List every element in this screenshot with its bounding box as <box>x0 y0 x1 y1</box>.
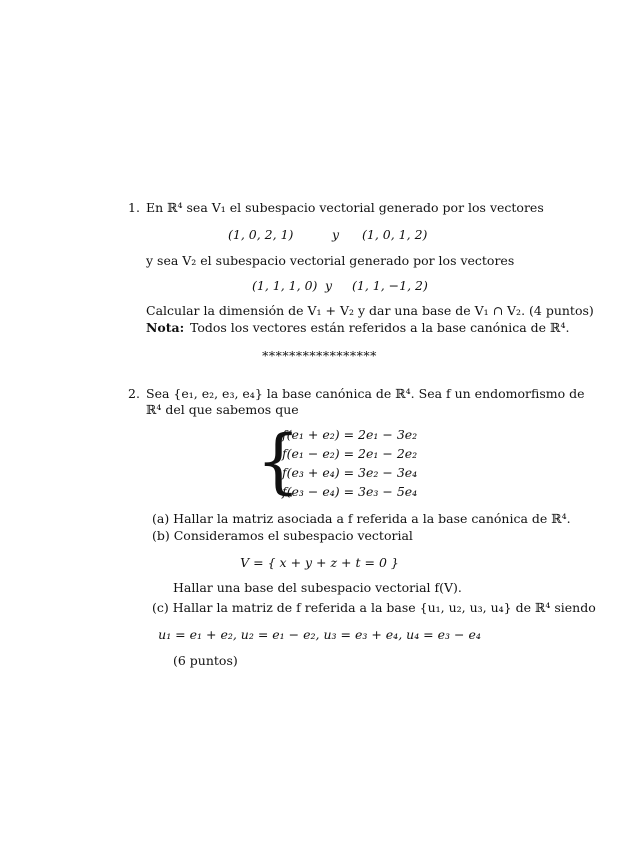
system-eq-3: f(e₃ + e₄) = 3e₂ − 3e₄ <box>282 465 418 480</box>
problem2-intro2: ℝ⁴ del que sabemos que <box>146 402 299 417</box>
problem1-vector-a: (1, 0, 2, 1) <box>228 227 294 242</box>
problem1-note-text: Todos los vectores están referidos a la base canónica de ℝ⁴. <box>190 320 570 335</box>
problem2-basis-def: u₁ = e₁ + e₂, u₂ = e₁ − e₂, u₃ = e₃ + e₄, u₄ = e₃ − e₄ <box>158 627 481 642</box>
section-separator: ***************** <box>262 348 377 363</box>
problem2-number: 2. <box>128 386 140 401</box>
problem1-vector-b: (1, 0, 1, 2) <box>362 227 428 242</box>
problem2-part-a: (a) Hallar la matriz asociada a f referida a la base canónica de ℝ⁴. <box>152 511 571 526</box>
problem1-vector-c: (1, 1, 1, 0) <box>252 278 318 293</box>
problem2-part-c: (c) Hallar la matriz de f referida a la base {u₁, u₂, u₃, u₄} de ℝ⁴ siendo <box>152 600 596 615</box>
problem2-points: (6 puntos) <box>173 653 238 668</box>
problem2-subspace: V = { x + y + z + t = 0 } <box>240 555 399 570</box>
problem1-intro: En ℝ⁴ sea V₁ el subespacio vectorial generado por los vectores <box>146 200 544 215</box>
system-eq-1: f(e₁ + e₂) = 2e₁ − 3e₂ <box>282 427 418 442</box>
problem1-vector-y: y <box>332 227 340 242</box>
problem1-task: Calcular la dimensión de V₁ + V₂ y dar una base de V₁ ∩ V₂. (4 puntos) <box>146 303 594 318</box>
problem1-number: 1. <box>128 200 140 215</box>
system-eq-2: f(e₁ − e₂) = 2e₁ − 2e₂ <box>282 446 418 461</box>
problem1-vector-y2: y <box>325 278 333 293</box>
system-brace: { <box>256 420 301 502</box>
problem2-part-b2: Hallar una base del subespacio vectorial f(V). <box>173 580 462 595</box>
problem1-line2: y sea V₂ el subespacio vectorial generado por los vectores <box>146 253 515 268</box>
problem2-intro: Sea {e₁, e₂, e₃, e₄} la base canónica de ℝ⁴. Sea f un endomorfismo de <box>146 386 585 401</box>
problem1-vector-d: (1, 1, −1, 2) <box>352 278 428 293</box>
problem2-part-b: (b) Consideramos el subespacio vectorial <box>152 528 413 543</box>
system-eq-4: f(e₃ − e₄) = 3e₃ − 5e₄ <box>282 484 418 499</box>
problem1-note-label: Nota: <box>146 320 185 335</box>
